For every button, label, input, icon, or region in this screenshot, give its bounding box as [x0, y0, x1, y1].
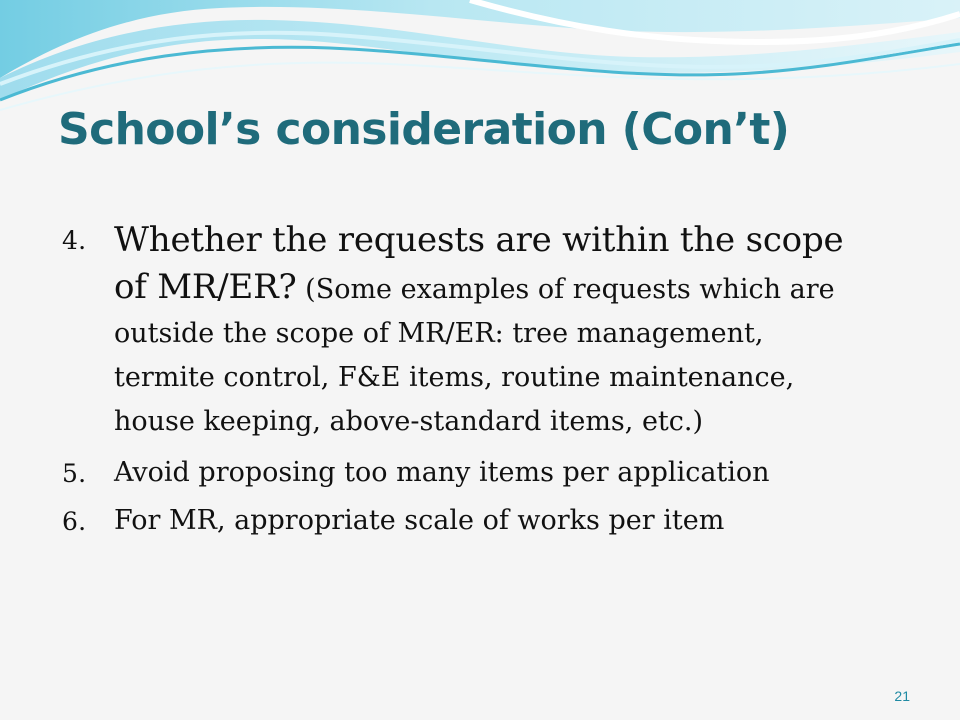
page-number: 21 [894, 688, 910, 704]
item-number: 5. [62, 459, 87, 488]
item-4-lead: Whether the requests are within the scope of MR/ER? [114, 220, 844, 307]
item-number: 4. [62, 226, 87, 255]
list-item-5 [62, 451, 852, 495]
item-text [114, 218, 852, 444]
slide-title: School’s consideration (Con’t) [58, 104, 790, 155]
item-number: 6. [62, 507, 87, 536]
item-text: Avoid proposing too many items per application [114, 457, 770, 488]
item-4-detail: (Some examples of requests which are outside the scope of MR/ER: tree management, termite control, F&E items, routine maintenance, house keeping, above-standard items, etc.) [114, 274, 835, 437]
list-item-6 [62, 499, 852, 543]
consideration-list [62, 218, 852, 543]
item-text: For MR, appropriate scale of works per item [114, 505, 725, 536]
list-item-4 [62, 218, 852, 444]
